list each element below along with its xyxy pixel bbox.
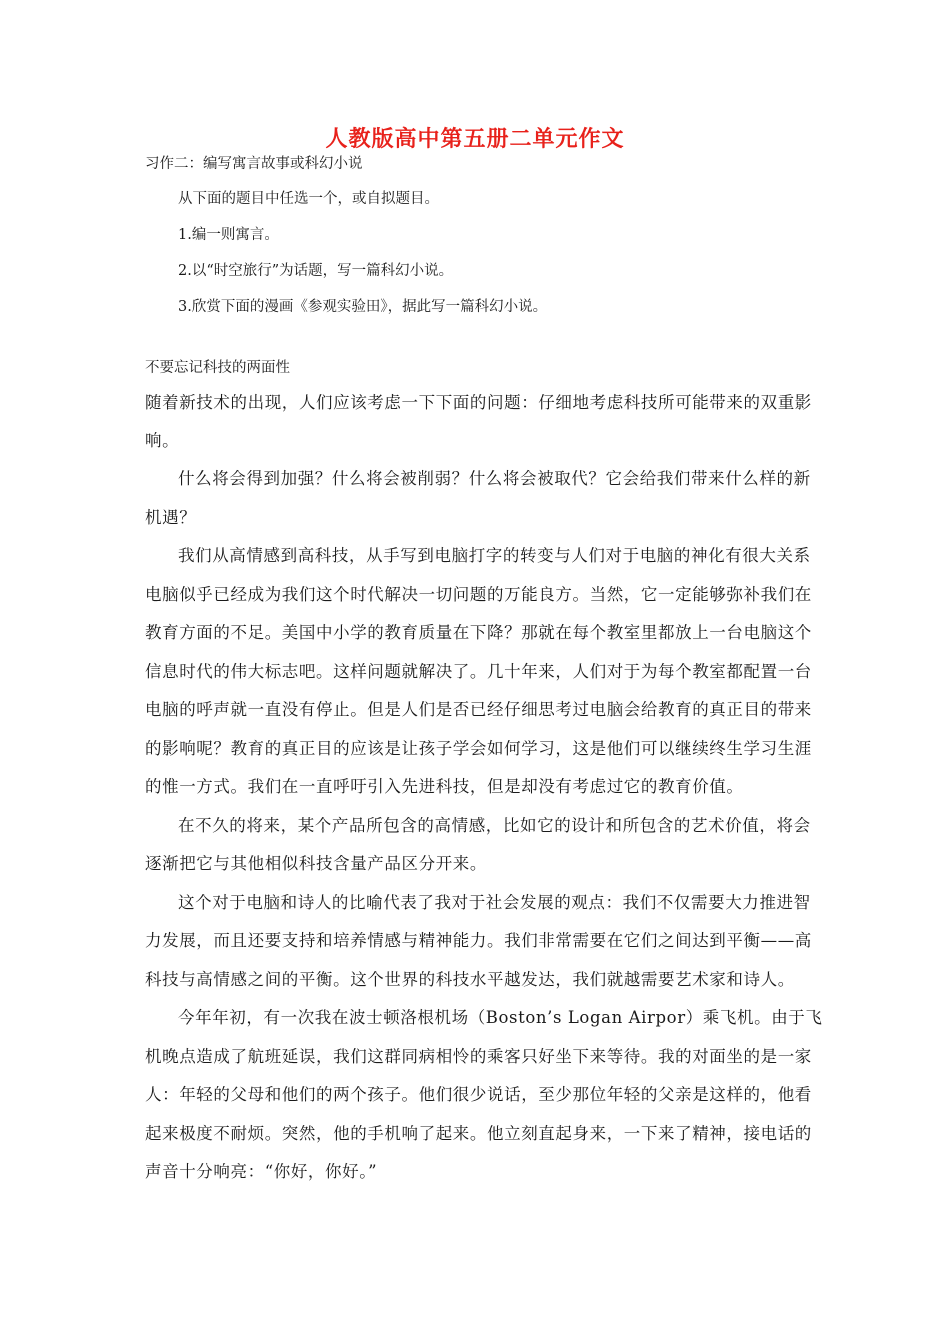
paragraph-line: 响。 — [145, 431, 180, 450]
paragraph-line: 机遇？ — [145, 508, 197, 527]
paragraph-line: 教育方面的不足。美国中小学的教育质量在下降？那就在每个教室里都放上一台电脑这个 — [145, 623, 812, 642]
option-item: 2.以“时空旅行”为话题，写一篇科幻小说。 — [178, 263, 454, 279]
paragraph-line: 信息时代的伟大标志吧。这样问题就解决了。几十年来，人们对于为每个教室都配置一台 — [145, 662, 812, 681]
paragraph-line: 科技与高情感之间的平衡。这个世界的科技水平越发达，我们就越需要艺术家和诗人。 — [145, 970, 795, 989]
paragraph-line: 力发展，而且还要支持和培养情感与精神能力。我们非常需要在它们之间达到平衡——高 — [145, 931, 812, 950]
paragraph-line: 的影响呢？教育的真正目的应该是让孩子学会如何学习，这是他们可以继续终生学习生涯 — [145, 739, 812, 758]
paragraph-line: 在不久的将来，某个产品所包含的高情感，比如它的设计和所包含的艺术价值，将会 — [178, 816, 811, 835]
paragraph-line: 随着新技术的出现，人们应该考虑一下下面的问题：仔细地考虑科技所可能带来的双重影 — [145, 393, 812, 412]
document-title: 人教版高中第五册二单元作文 — [325, 126, 625, 152]
paragraph-line: 起来极度不耐烦。突然，他的手机响了起来。他立刻直起身来，一下来了精神，接电话的 — [145, 1124, 812, 1143]
paragraph-line: 机晚点造成了航班延误，我们这群同病相怜的乘客只好坐下来等待。我的对面坐的是一家 — [145, 1047, 812, 1066]
paragraph-line: 什么将会得到加强？什么将会被削弱？什么将会被取代？它会给我们带来什么样的新 — [178, 469, 811, 488]
paragraph-line: 今年年初，有一次我在波士顿洛根机场（Boston’s Logan Airpor）乘飞机。由于飞 — [178, 1008, 823, 1027]
option-item: 3.欣赏下面的漫画《参观实验田》，据此写一篇科幻小说。 — [178, 299, 548, 315]
option-item: 1.编一则寓言。 — [178, 227, 279, 243]
paragraph-line: 我们从高情感到高科技，从手写到电脑打字的转变与人们对于电脑的神化有很大关系 — [178, 546, 811, 565]
essay-title: 不要忘记科技的两面性 — [145, 360, 290, 376]
paragraph-line: 电脑的呼声就一直没有停止。但是人们是否已经仔细思考过电脑会给教育的真正目的带来 — [145, 700, 812, 719]
paragraph-line: 的惟一方式。我们在一直呼吁引入先进科技，但是却没有考虑过它的教育价值。 — [145, 777, 744, 796]
assignment-heading: 习作二：编写寓言故事或科幻小说 — [145, 156, 363, 172]
paragraph-line: 人：年轻的父母和他们的两个孩子。他们很少说话，至少那位年轻的父亲是这样的，他看 — [145, 1085, 812, 1104]
instruction-text: 从下面的题目中任选一个，或自拟题目。 — [178, 191, 439, 207]
paragraph-line: 这个对于电脑和诗人的比喻代表了我对于社会发展的观点：我们不仅需要大力推进智 — [178, 893, 811, 912]
paragraph-line: 电脑似乎已经成为我们这个时代解决一切问题的万能良方。当然，它一定能够弥补我们在 — [145, 585, 812, 604]
paragraph-line: 声音十分响亮：“你好，你好。” — [145, 1162, 378, 1181]
paragraph-line: 逐渐把它与其他相似科技含量产品区分开来。 — [145, 854, 487, 873]
